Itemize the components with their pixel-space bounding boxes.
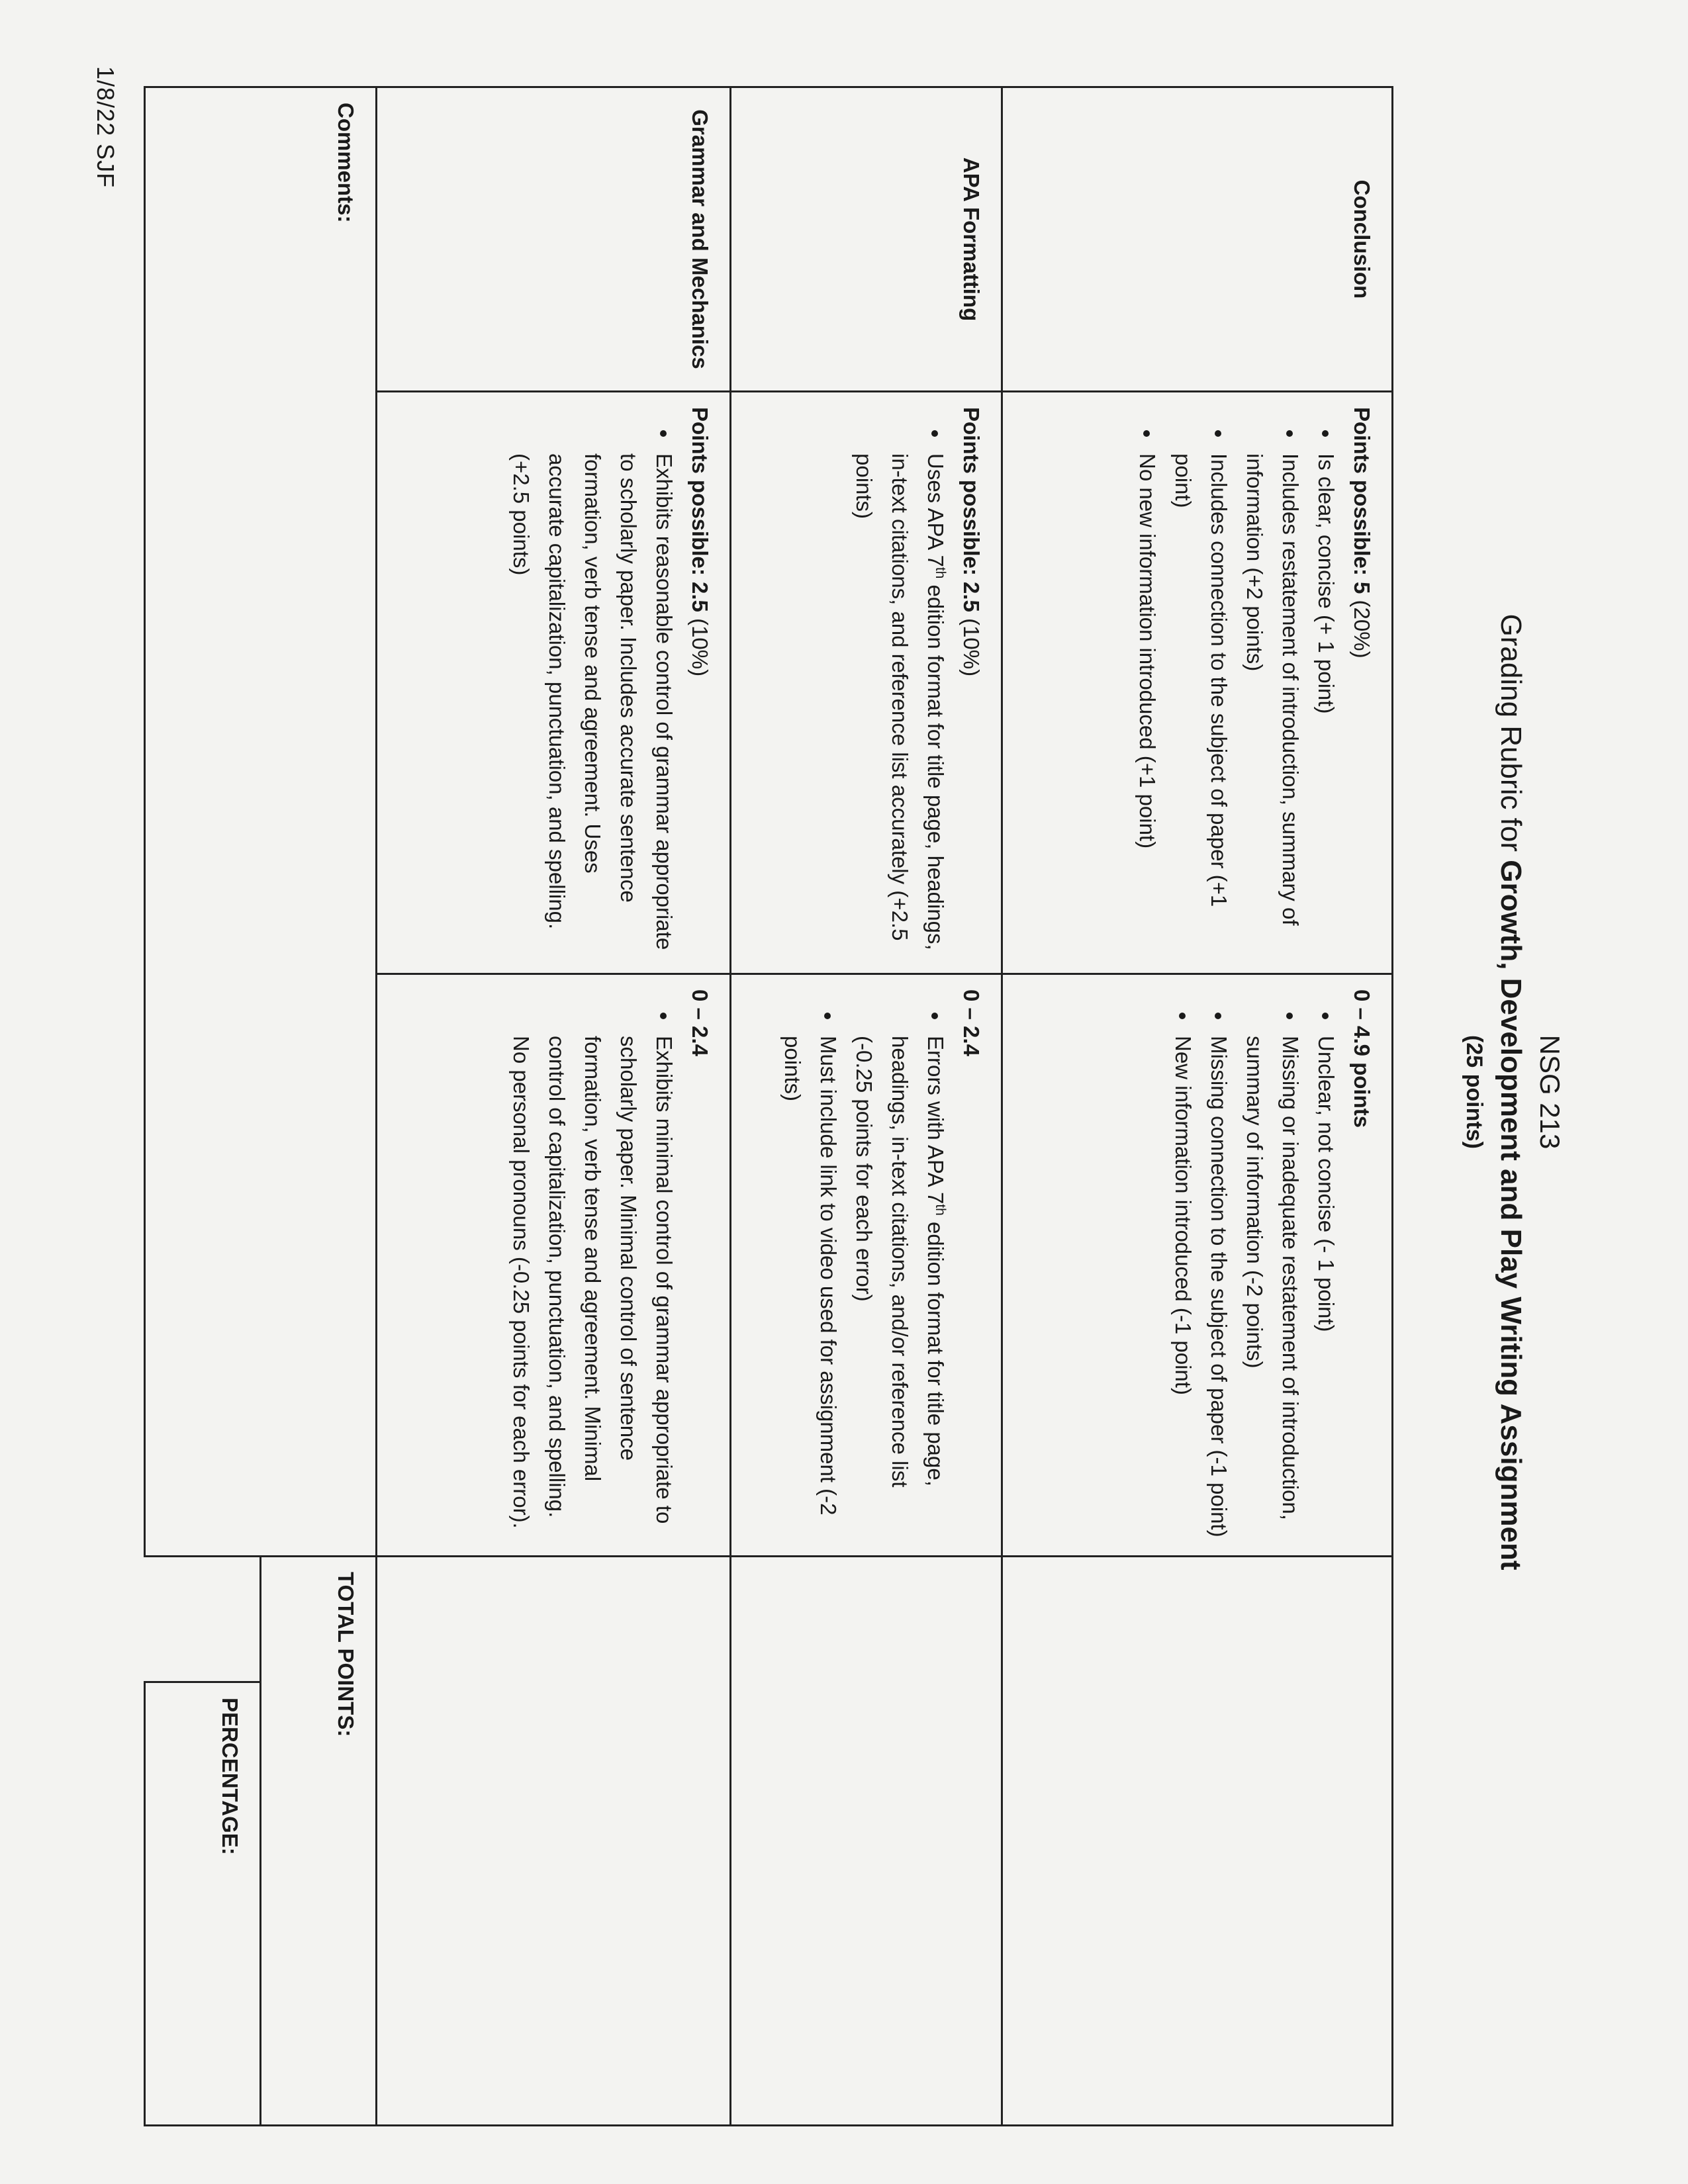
title-prefix: Grading Rubric for (1495, 614, 1527, 860)
rubric-row-conclusion (1002, 87, 1393, 2126)
deduction-heading: 0 – 4.9 points (1350, 989, 1374, 1128)
deduction-list (1165, 989, 1344, 1541)
deduction-cell (377, 974, 731, 1557)
points-possible-cell (731, 392, 1002, 974)
list-item: • Exhibits minimal control of grammar appropriate to scholarly paper. Minimal control of sentence formation, verb tense and agreement. Minimal control of capitalization, punctuation, and spelling. No personal pronouns (-0.25 points for each error). (503, 1030, 682, 1541)
deduction-heading: 0 – 2.4 (959, 989, 984, 1056)
points-possible-heading: Points possible: 5 (20%) (1350, 407, 1374, 659)
date-initials: 1/8/22 SJF (92, 66, 119, 189)
points-possible-heading: Points possible: 2.5 (10%) (688, 407, 712, 677)
course-code: NSG 213 (1534, 1034, 1566, 1150)
assignment-name: Growth, Development and Play Writing Assignment (1495, 860, 1527, 1570)
deduction-list (774, 989, 953, 1541)
rubric-row-grammar (377, 87, 731, 2126)
list-item: • Includes connection to the subject of paper (+1 point) (1165, 448, 1237, 958)
rubric-title (1491, 0, 1530, 2184)
points-possible-list (1129, 407, 1344, 958)
list-item: • Must include link to video used for assignment (-2 points) (774, 1030, 846, 1541)
total-possible-points: (25 points) (1462, 1035, 1487, 1149)
deduction-list (503, 989, 682, 1541)
list-item: • Missing connection to the subject of paper (-1 point) (1201, 1030, 1237, 1541)
criterion-cell: Grammar and Mechanics (377, 87, 731, 392)
criterion-cell: Conclusion (1002, 87, 1393, 392)
total-points-field[interactable] (261, 1557, 377, 2126)
footer-row-total (261, 87, 377, 2126)
list-item: • New information introduced (-1 point) (1165, 1030, 1201, 1541)
blank-spacer-cell (145, 1557, 261, 1682)
score-cell[interactable] (731, 1557, 1002, 2126)
points-possible-cell (377, 392, 731, 974)
title-block (1458, 0, 1569, 2184)
list-item: • Uses APA 7th edition format for title page, headings, in-text citations, and reference list accurately (+2.5 points) (846, 448, 953, 958)
deduction-heading: 0 – 2.4 (688, 989, 712, 1056)
score-cell[interactable] (1002, 1557, 1393, 2126)
rubric-table (144, 86, 1393, 2126)
list-item: • No new information introduced (+1 point) (1129, 448, 1165, 958)
list-item: • Includes restatement of introduction, summary of information (+2 points) (1237, 448, 1308, 958)
comments-box[interactable] (145, 87, 377, 1557)
list-item: • Is clear, concise (+ 1 point) (1308, 448, 1344, 958)
percentage-field[interactable] (145, 1682, 261, 2126)
rubric-row-apa (731, 87, 1002, 2126)
percentage-label: PERCENTAGE: (218, 1698, 242, 1855)
points-possible-list (846, 407, 953, 958)
points-possible-list (503, 407, 682, 958)
comments-label: Comments: (334, 103, 358, 223)
points-possible-heading: Points possible: 2.5 (10%) (959, 407, 984, 677)
points-possible-cell (1002, 392, 1393, 974)
total-points-label: TOTAL POINTS: (334, 1572, 358, 1737)
list-item: • Missing or inadequate restatement of introduction, summary of information (-2 points) (1237, 1030, 1308, 1541)
score-cell[interactable] (377, 1557, 731, 2126)
criterion-cell: APA Formatting (731, 87, 1002, 392)
list-item: • Exhibits reasonable control of grammar appropriate to scholarly paper. Includes accurate sentence formation, verb tense and agreement. Uses accurate capitalization, punctuation, and spelling. (+2.5 points) (503, 448, 682, 958)
deduction-cell (731, 974, 1002, 1557)
list-item: • Errors with APA 7th edition format for title page, headings, in-text citations, and/or reference list (-0.25 points for each error) (846, 1030, 953, 1541)
deduction-cell (1002, 974, 1393, 1557)
list-item: • Unclear, not concise (- 1 point) (1308, 1030, 1344, 1541)
